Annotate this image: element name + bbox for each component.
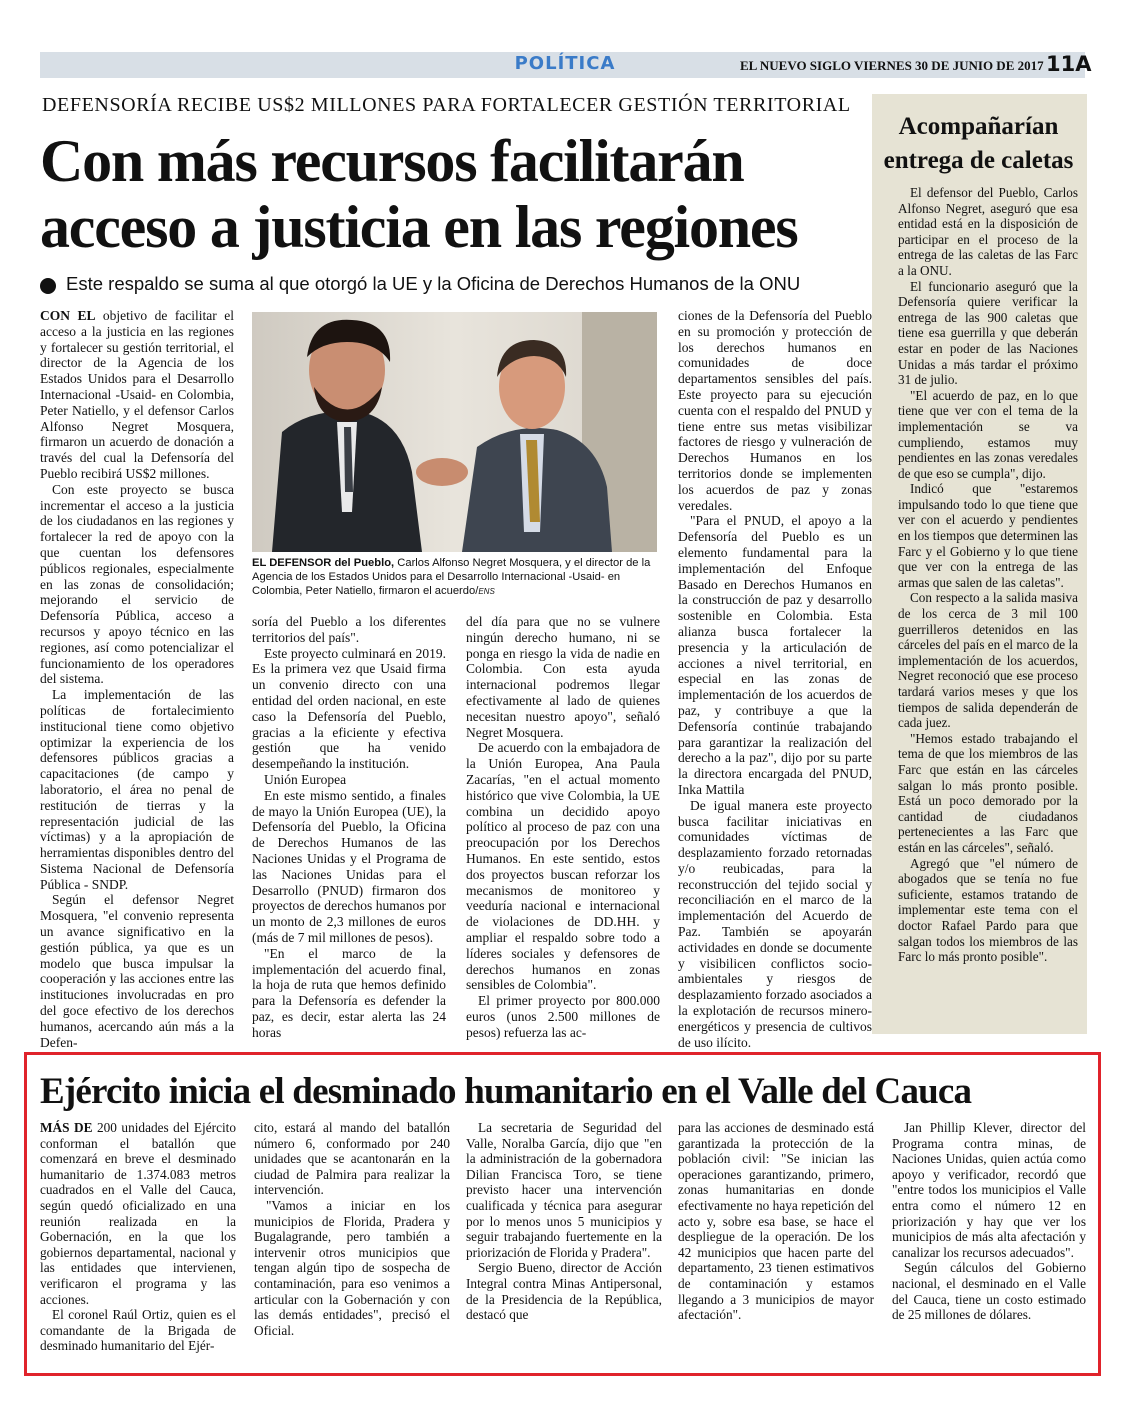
paragraph: Con respecto a la salida masiva de los cerca de 3 mil 100 guerrilleros detenidos en las cárceles del país en el marco de la implementación de los acuerdos, Negret reconoció que ese proceso tardará varios meses y que los tiempos de salida dependerán de cada juez.: [898, 590, 1078, 731]
paragraph: del día para que no se vulnere ningún derecho humano, ni se ponga en riesgo la vida de nadie en Colombia. Con esta ayuda internacional podremos llegar efectivamente al lado de quienes necesitan nuestro apoyo", señaló Negret Mosquera.: [466, 614, 660, 740]
lead-in: MÁS DE: [40, 1120, 93, 1135]
paragraph: Este proyecto culminará en 2019. Es la primera vez que Usaid firma un convenio directo con una entidad del orden nacional, en este caso la Defensoría del Pueblo, gracias a la eficiente y efectiva gestión que ha venido desempeñando la institución.: [252, 645, 446, 772]
paper-date-line: EL NUEVO SIGLO VIERNES 30 DE JUNIO DE 2017: [740, 58, 1044, 73]
sidebar-text: [898, 185, 1078, 965]
article-subhead: Este respaldo se suma al que otorgó la UE y la Oficina de Derechos Humanos de la ONU: [66, 273, 801, 294]
paragraph: De acuerdo con la embajadora de la Unión Europea, Ana Paula Zacarías, "en el actual momento histórico que vive Colombia, la UE combina un decidido apoyo político al proceso de paz con una preocupación por los Derechos Humanos. En este sentido, estos dos proyectos buscan reforzar los mecanismos de monitoreo y veeduría nacional e internacional de violaciones de DD.HH. y ampliar el respaldo sobre todo a líderes sociales y defensores de derechos humanos en zonas sensibles de Colombia".: [466, 740, 660, 993]
article-photo: [252, 312, 657, 552]
caption-lead: EL DEFENSOR del Pueblo,: [252, 557, 395, 569]
paragraph: para las acciones de desminado está garantizada la protección de la población civil: "Se inician las operaciones garantizando, primero, zonas humanitarias en donde efectivamente no haya repetición del acto y, sobre esa base, se hace el despliegue de la operación. De los 42 municipios que hacen parte del departamento, 23 tienen estimativos de contaminación y estamos llegando a 3 municipios de mayor afectación".: [678, 1120, 874, 1323]
page-number: 11A: [1046, 52, 1092, 76]
paragraph: soría del Pueblo a los diferentes territorios del país".: [252, 614, 446, 645]
paragraph: MÁS DE 200 unidades del Ejército conforman el batallón que comenzará en breve el desminado humanitario de 1.374.083 metros cuadrados en el Valle del Cauca, según quedó oficializado en una reunión realizada en la Gobernación, en la que los gobiernos departamental, nacional y las entidades que intervienen, verificaron el programa y las acciones.: [40, 1120, 237, 1307]
paragraph: Según el defensor Negret Mosquera, "el convenio representa un avance significativo en la gestión pública, ya que es un modelo que busca impulsar la cooperación y las acciones entre las instituciones involucradas en pro del goce efectivo de los derechos humanos, acercando aún más a la Defen-: [40, 892, 234, 1050]
photo-credit: ENS: [478, 587, 495, 596]
paragraph: "En el marco de la implementación del acuerdo final, la hoja de ruta que hemos definido para la Defensoría es defender la paz, es decir, estar alerta las 24 horas: [252, 945, 446, 1040]
sidebar-title: Acompañarían entrega de caletas: [883, 113, 1074, 174]
paragraph: El defensor del Pueblo, Carlos Alfonso Negret, aseguró que esa entidad está en la disposición de participar en el proceso de la entrega de las caletas de las Farc a la ONU.: [898, 185, 1078, 278]
paragraph: ciones de la Defensoría del Pueblo en su promoción y protección de los derechos humanos en comunidades de doce departamentos sensibles del país. Este proyecto para su ejecución cuenta con el respaldo del PNUD y tiene entre sus metas visibilizar factores de riesgo y vulneración de Derechos Humanos en los territorios donde se implementen los acuerdos de paz y zonas veredales.: [678, 308, 872, 513]
photo-illustration: [252, 312, 657, 552]
paragraph: Indicó que "estaremos impulsando todo lo que tiene que ver con el acuerdo y pendientes en los tiempos que determinen las Farc y el Gobierno y lo que tiene que ver con la entrega de las armas que salen de las caletas".: [898, 481, 1078, 590]
photo-caption: EL DEFENSOR del Pueblo, Carlos Alfonso Negret Mosquera, y el director de la Agencia de los Estados Unidos para el Desarrollo Internacional -Usaid- en Colombia, Peter Natiello, firmaron el acuerdo/ENS: [252, 557, 651, 597]
paragraph: En este mismo sentido, a finales de mayo la Unión Europea (UE), la Defensoría del Pueblo, la Oficina de Derechos Humanos de las Naciones Unidas y el Programa de las Naciones Unidas para el Desarrollo (PNUD) firmaron dos proyectos de derechos humanos por un monto de 2,3 millones de euros (más de 7 mil millones de pesos).: [252, 787, 446, 945]
paragraph: Jan Phillip Klever, director del Programa contra minas, de Naciones Unidas, quien actúa como apoyo y verificador, recordó que "entre todos los municipios el Valle entra como el número 12 en priorización y hay que ver los municipios de más alta afectación y canalizar los recursos adecuados".: [892, 1120, 1086, 1260]
paragraph: cito, estará al mando del batallón número 6, conformado por 240 unidades que se acantonarán en la ciudad de Palmira para realizar la intervención.: [254, 1120, 450, 1198]
box-column-3: [466, 1120, 662, 1323]
paragraph: "Para el PNUD, el apoyo a la Defensoría del Pueblo es un elemento fundamental para la implementación del Enfoque Basado en Derechos Humanos en la construcción de paz y desarrollo sostenible en Colombia. Esta alianza busca fortalecer la presencia y la articulación de acciones a nivel territorial, en especial en las zonas de implementación de los acuerdos de paz, y contribuye a que la Defensoría continúe trabajando para garantizar la realización del derecho a la paz", dijo por su parte la directora encargada del PNUD, Inka Mattila: [678, 513, 872, 797]
paragraph: La secretaria de Seguridad del Valle, Noralba García, dijo que "en la administración de la gobernadora Dilian Francisca Toro, se tiene previsto hacer una intervención cualificada y técnica para asegurar por lo menos unos 5 municipios y seguir trabajando fuertemente en la priorización de Florida y Pradera".: [466, 1120, 662, 1260]
paragraph: "Vamos a iniciar en los municipios de Florida, Pradera y Bugalagrande, pero también a intervenir otros municipios que tengan algún tipo de sospecha de contaminación, para eso venimos a articular con la Gobernación y con las demás entidades", precisó el Oficial.: [254, 1197, 450, 1338]
box-column-2: [254, 1120, 450, 1338]
article-headline: [40, 128, 860, 260]
paragraph: Sergio Bueno, director de Acción Integral contra Minas Antipersonal, de la Presidencia de la República, destacó que: [466, 1260, 662, 1323]
paragraph: De igual manera este proyecto busca facilitar iniciativas en comunidades víctimas de desplazamiento forzado retornadas y/o reubicadas, para la reconstrucción del tejido social y reconciliación en el marco de la implementación del Acuerdo de Paz. También se apoyarán actividades en donde se documente y visibilicen conflictos socio-ambientales y riesgos de desplazamiento forzado asociados a la explotación de recursos minero-energéticos y presencia de cultivos de uso ilícito.: [678, 797, 872, 1050]
subheading: Unión Europea: [264, 771, 347, 787]
paragraph: El primer proyecto por 800.000 euros (unos 2.500 millones de pesos) refuerza las ac-: [466, 993, 660, 1040]
paragraph: Con este proyecto se busca incrementar el acceso a la justicia de los ciudadanos en las regiones y fortalecer la red de apoyo con la que cuentan los defensores públicos regionales, especialmente en las zonas de consolidación; mejorando el servicio de Defensoría Pública, acceso a recursos y apoyo técnico en las regiones, así como potencializar el funcionamiento de los operadores del sistema.: [40, 481, 234, 687]
headline-line-2: acceso a justicia en las regiones: [40, 194, 798, 260]
section-name: POLÍTICA: [514, 53, 616, 74]
paragraph: CON EL objetivo de facilitar el acceso a la justicia en las regiones y fortalecer su gestión territorial, el director de la Agencia de los Estados Unidos para el Desarrollo Internacional -Usaid- en Colombia, Peter Natiello, y el defensor Carlos Alfonso Negret Mosquera, firmaron un acuerdo de donación a través del cual la Defensoría del Pueblo recibirá US$2 millones.: [40, 308, 234, 481]
article-column-4: [678, 308, 872, 1050]
box-column-1: [40, 1120, 236, 1354]
article-column-3: [466, 614, 660, 1041]
paragraph: El coronel Raúl Ortiz, quien es el comandante de la Brigada de desminado humanitario del Ejér-: [40, 1307, 236, 1354]
article-kicker: DEFENSORÍA RECIBE US$2 MILLONES PARA FORTALECER GESTIÓN TERRITORIAL: [42, 94, 851, 116]
article-column-2: [252, 614, 446, 1041]
box-headline: Ejército inicia el desminado humanitario en el Valle del Cauca: [40, 1071, 972, 1112]
paragraph: La implementación de las políticas de fortalecimiento institucional tiene como objetivo optimizar la experiencia de los defensores públicos gracias a capacitaciones (de campo y laboratorio, el área no penal de restitución de tierras y la representación judicial de las víctimas) y a la apropiación de herramientas disponibles dentro del Sistema Nacional de Defensoría Pública - SNDP.: [40, 687, 234, 892]
paragraph: "El acuerdo de paz, en lo que tiene que ver con el tema de la implementación se va cumpliendo, estamos muy pendientes en las zonas veredales de que eso se cumpla", dijo.: [898, 387, 1078, 481]
paragraph: Agregó que "el número de abogados que se tenía no fue suficiente, estamos tratando de implementar este tema con el doctor Rafael Pardo para que salgan todos los miembros de las Farc lo más pronto posible".: [898, 855, 1078, 965]
bullet-icon: [40, 278, 56, 294]
box-column-4: [678, 1120, 874, 1323]
paragraph: El funcionario aseguró que la Defensoría quiere verificar la entrega de las 900 caletas que tiene esa guerrilla y que deberán estar en poder de las Naciones Unidas a más tardar el próximo 31 de julio.: [898, 278, 1078, 388]
paragraph: Según cálculos del Gobierno nacional, el desminado en el Valle del Cauca, tiene un costo estimado de 25 millones de dólares.: [892, 1260, 1086, 1323]
article-column-1: [40, 308, 234, 1050]
lead-in: CON EL: [40, 308, 96, 323]
box-column-5: [892, 1120, 1086, 1323]
paragraph: "Hemos estado trabajando el tema de que los miembros de las Farc que están en las cárceles salgan lo más pronto posible. Está un poco demorado por la cantidad de ciudadanos pertenecientes a las Farc que están en las cárceles", señaló.: [898, 730, 1078, 855]
headline-line-1: Con más recursos facilitarán: [40, 128, 744, 194]
